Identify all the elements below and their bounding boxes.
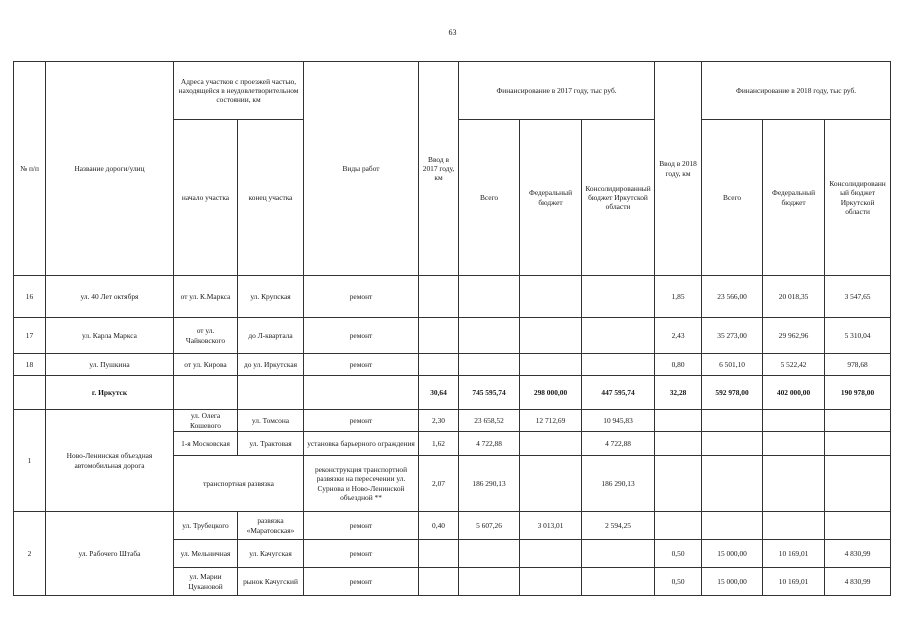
federal-2017 (520, 318, 582, 354)
federal-2018: 29 962,96 (763, 318, 825, 354)
input-2017 (419, 318, 459, 354)
federal-2017: 298 000,00 (520, 376, 582, 410)
header-work-type: Виды работ (304, 62, 419, 276)
consolidated-2018: 3 547,65 (825, 276, 891, 318)
total-2017: 745 595,74 (459, 376, 520, 410)
start-point: ул. Мельничная (174, 540, 238, 568)
end-point: ул. Крупская (238, 276, 304, 318)
consolidated-2018: 978,68 (825, 354, 891, 376)
end-point: до Л-квартала (238, 318, 304, 354)
header-row-1 (14, 62, 891, 120)
consolidated-2018: 4 830,99 (825, 540, 891, 568)
total-2017 (459, 354, 520, 376)
row-num (14, 376, 46, 410)
header-total-2017: Всего (459, 120, 520, 276)
consolidated-2018 (825, 410, 891, 432)
row-num: 17 (14, 318, 46, 354)
header-financing-2018: Финансирование в 2018 году, тыс руб. (702, 62, 891, 120)
consolidated-2017: 447 595,74 (582, 376, 655, 410)
start-point: ул. Марии Цукановой (174, 568, 238, 596)
input-2017 (419, 568, 459, 596)
consolidated-2017: 186 290,13 (582, 456, 655, 512)
start-point: от ул. Чайковского (174, 318, 238, 354)
table-row (14, 318, 891, 354)
consolidated-2017: 10 945,83 (582, 410, 655, 432)
table-row (14, 410, 891, 432)
start-point: ул. Олега Кошевого (174, 410, 238, 432)
total-2018: 15 000,00 (702, 540, 763, 568)
consolidated-2017 (582, 540, 655, 568)
work-type: ремонт (304, 354, 419, 376)
header-start: начало участка (174, 120, 238, 276)
road-name: ул. 40 Лет октября (46, 276, 174, 318)
federal-2017 (520, 354, 582, 376)
row-num: 16 (14, 276, 46, 318)
federal-2017: 12 712,69 (520, 410, 582, 432)
header-total-2018: Всего (702, 120, 763, 276)
start-point: ул. Трубецкого (174, 512, 238, 540)
row-num: 2 (14, 512, 46, 596)
total-2017: 186 290,13 (459, 456, 520, 512)
work-type: установка барьерного ограждения (304, 432, 419, 456)
start-point: от ул. Кирова (174, 354, 238, 376)
row-num: 18 (14, 354, 46, 376)
road-name: Ново-Ленинская объездная автомобильная дорога (46, 410, 174, 512)
federal-2018: 402 000,00 (763, 376, 825, 410)
total-2018: 35 273,00 (702, 318, 763, 354)
consolidated-2017: 2 594,25 (582, 512, 655, 540)
consolidated-2018 (825, 456, 891, 512)
header-federal-2017: Федеральный бюджет (520, 120, 582, 276)
total-2017: 5 607,26 (459, 512, 520, 540)
end-point: развязка «Маратовская» (238, 512, 304, 540)
federal-2018: 5 522,42 (763, 354, 825, 376)
road-name: ул. Карла Маркса (46, 318, 174, 354)
input-2018 (655, 456, 702, 512)
city-name: г. Иркутск (46, 376, 174, 410)
city-total-row (14, 376, 891, 410)
consolidated-2017 (582, 568, 655, 596)
federal-2017 (520, 568, 582, 596)
federal-2017 (520, 540, 582, 568)
input-2018: 0,50 (655, 540, 702, 568)
header-road-name: Название дороги/улиц (46, 62, 174, 276)
header-input-2017: Ввод в 2017 году, км (419, 62, 459, 276)
input-2018 (655, 432, 702, 456)
input-2017: 1,62 (419, 432, 459, 456)
road-name: ул. Рабочего Штаба (46, 512, 174, 596)
total-2017 (459, 276, 520, 318)
work-type: ремонт (304, 568, 419, 596)
header-num: № п/п (14, 62, 46, 276)
header-input-2018: Ввод в 2018 году, км (655, 62, 702, 276)
header-federal-2018: Федеральный бюджет (763, 120, 825, 276)
work-type (304, 376, 419, 410)
federal-2017 (520, 276, 582, 318)
total-2018 (702, 432, 763, 456)
total-2018: 23 566,00 (702, 276, 763, 318)
input-2018: 0,80 (655, 354, 702, 376)
input-2018: 0,50 (655, 568, 702, 596)
federal-2017 (520, 432, 582, 456)
end-point: ул. Трактовая (238, 432, 304, 456)
end-point (238, 376, 304, 410)
input-2018: 32,28 (655, 376, 702, 410)
input-2017 (419, 354, 459, 376)
total-2018: 592 978,00 (702, 376, 763, 410)
start-point: транспортная развязка (174, 456, 304, 512)
total-2018 (702, 456, 763, 512)
federal-2018 (763, 456, 825, 512)
consolidated-2017 (582, 276, 655, 318)
total-2017 (459, 318, 520, 354)
federal-2017 (520, 456, 582, 512)
consolidated-2018 (825, 512, 891, 540)
end-point: рынок Качугский (238, 568, 304, 596)
input-2018 (655, 410, 702, 432)
total-2018 (702, 410, 763, 432)
work-type: ремонт (304, 276, 419, 318)
work-type: реконструкция транспортной развязки на пересечении ул. Сурнова и Ново-Ленинской объездной ** (304, 456, 419, 512)
consolidated-2018 (825, 432, 891, 456)
consolidated-2017 (582, 354, 655, 376)
input-2018: 1,85 (655, 276, 702, 318)
federal-2018 (763, 512, 825, 540)
total-2017: 4 722,88 (459, 432, 520, 456)
input-2017: 30,64 (419, 376, 459, 410)
consolidated-2018: 4 830,99 (825, 568, 891, 596)
input-2017 (419, 540, 459, 568)
work-type: ремонт (304, 318, 419, 354)
total-2017: 23 658,52 (459, 410, 520, 432)
total-2018 (702, 512, 763, 540)
federal-2018: 10 169,01 (763, 540, 825, 568)
consolidated-2018: 5 310,04 (825, 318, 891, 354)
header-end: конец участка (238, 120, 304, 276)
total-2018: 6 501,10 (702, 354, 763, 376)
federal-2018 (763, 432, 825, 456)
consolidated-2018: 190 978,00 (825, 376, 891, 410)
end-point: ул. Томсона (238, 410, 304, 432)
start-point: 1-я Московская (174, 432, 238, 456)
header-financing-2017: Финансирование в 2017 году, тыс руб. (459, 62, 655, 120)
federal-2018: 10 169,01 (763, 568, 825, 596)
road-name: ул. Пушкина (46, 354, 174, 376)
consolidated-2017: 4 722,88 (582, 432, 655, 456)
federal-2018 (763, 410, 825, 432)
work-type: ремонт (304, 512, 419, 540)
consolidated-2017 (582, 318, 655, 354)
work-type: ремонт (304, 410, 419, 432)
header-consolidated-2018: Консолидированный бюджет Иркутской области (825, 120, 891, 276)
start-point (174, 376, 238, 410)
input-2017 (419, 276, 459, 318)
end-point: до ул. Иркутская (238, 354, 304, 376)
input-2017: 2,30 (419, 410, 459, 432)
table-row (14, 512, 891, 540)
table-row (14, 354, 891, 376)
header-consolidated-2017: Консолидированный бюджет Иркутской области (582, 120, 655, 276)
federal-2017: 3 013,01 (520, 512, 582, 540)
total-2017 (459, 540, 520, 568)
work-type: ремонт (304, 540, 419, 568)
table-row (14, 276, 891, 318)
federal-2018: 20 018,35 (763, 276, 825, 318)
input-2017: 0,40 (419, 512, 459, 540)
end-point: ул. Качугская (238, 540, 304, 568)
total-2018: 15 000,00 (702, 568, 763, 596)
header-address-group: Адреса участков с проезжей частью, находящейся в неудовлетворительном состоянии, км (174, 62, 304, 120)
input-2017: 2,07 (419, 456, 459, 512)
input-2018 (655, 512, 702, 540)
road-financing-table (13, 61, 891, 596)
start-point: от ул. К.Маркса (174, 276, 238, 318)
page-number: 63 (448, 28, 457, 37)
total-2017 (459, 568, 520, 596)
row-num: 1 (14, 410, 46, 512)
input-2018: 2,43 (655, 318, 702, 354)
